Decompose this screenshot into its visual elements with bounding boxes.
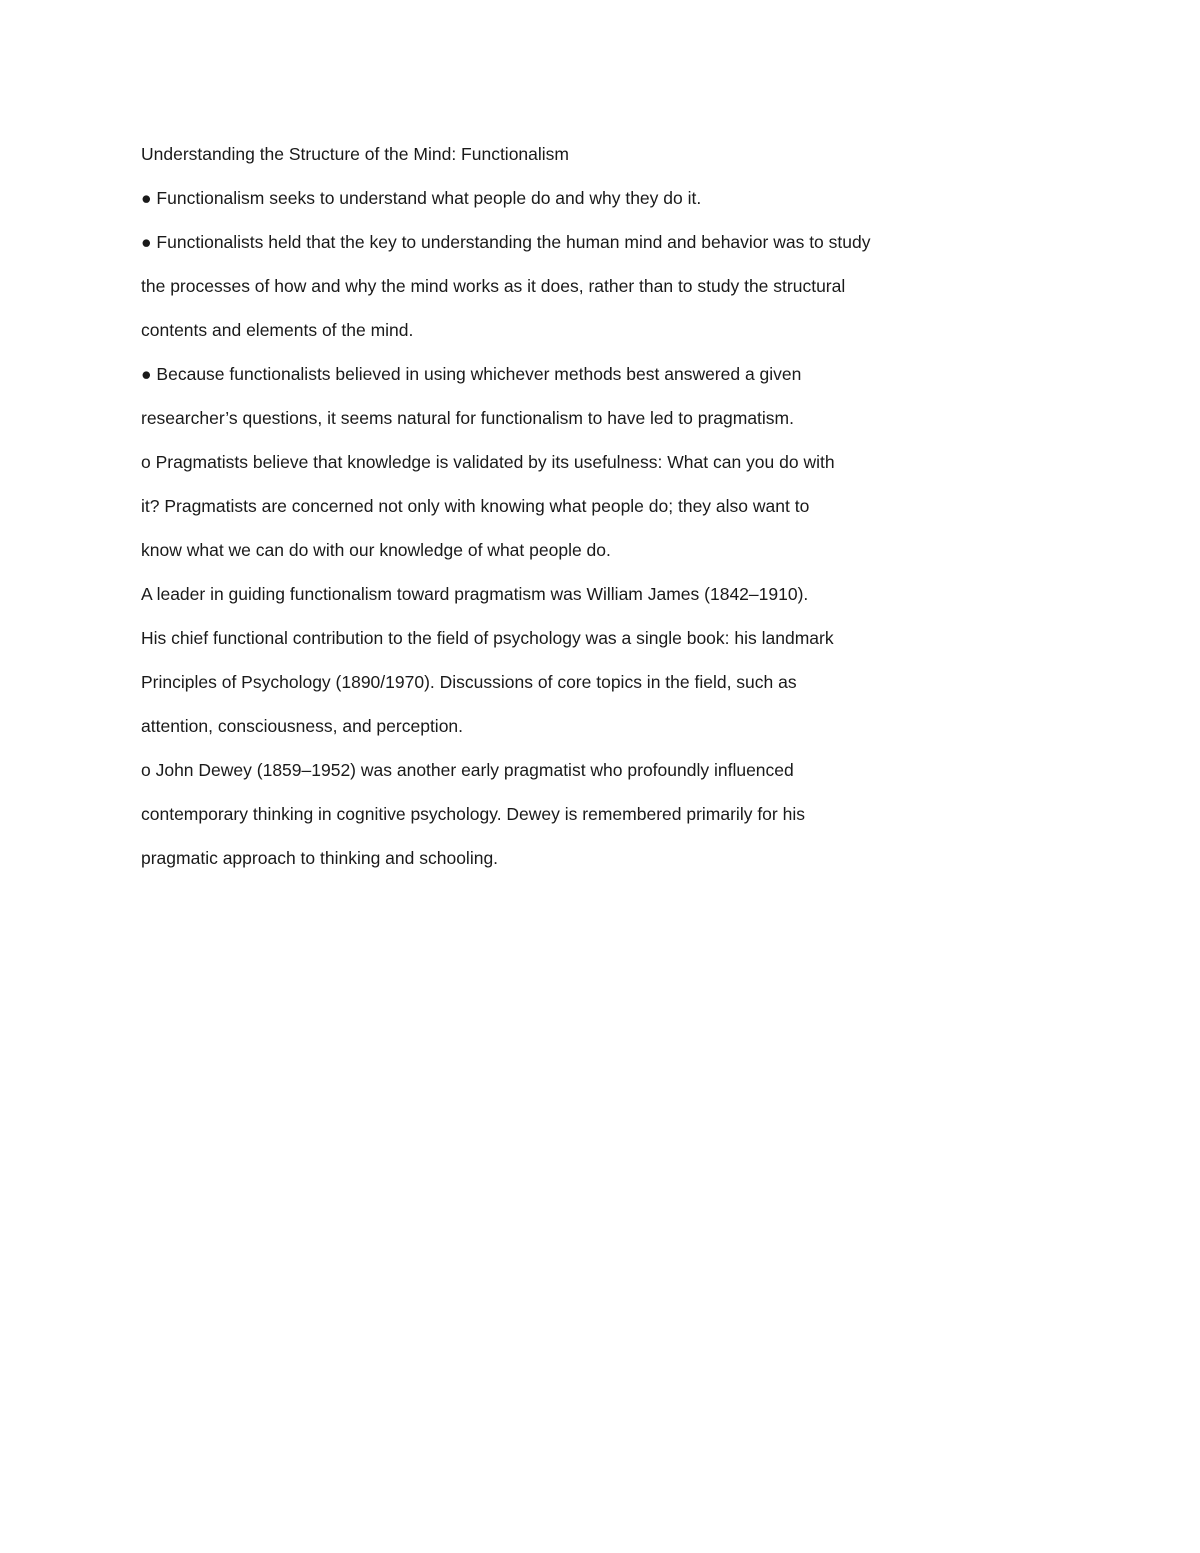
text-line: researcher’s questions, it seems natural for functionalism to have led to pragmatism.	[141, 408, 794, 428]
text-line: know what we can do with our knowledge of what people do.	[141, 540, 611, 560]
text-line: the processes of how and why the mind works as it does, rather than to study the structural	[141, 276, 846, 296]
document-title: Understanding the Structure of the Mind: Functionalism	[141, 144, 569, 164]
bullet-line: ● Functionalism seeks to understand what people do and why they do it.	[141, 188, 702, 208]
text-line: pragmatic approach to thinking and schooling.	[141, 848, 499, 868]
text-line: attention, consciousness, and perception.	[141, 716, 464, 736]
sub-bullet-line: o Pragmatists believe that knowledge is validated by its usefulness: What can you do with	[141, 452, 835, 472]
document-body	[141, 138, 1041, 886]
bullet-line: ● Because functionalists believed in using whichever methods best answered a given	[141, 364, 802, 384]
text-line: Principles of Psychology (1890/1970). Discussions of core topics in the field, such as	[141, 672, 797, 692]
sub-bullet-line: o John Dewey (1859–1952) was another early pragmatist who profoundly influenced	[141, 760, 794, 780]
bullet-line: ● Functionalists held that the key to understanding the human mind and behavior was to study	[141, 232, 871, 252]
text-line: His chief functional contribution to the field of psychology was a single book: his landmark	[141, 628, 834, 648]
text-line: it? Pragmatists are concerned not only with knowing what people do; they also want to	[141, 496, 810, 516]
text-line: contemporary thinking in cognitive psychology. Dewey is remembered primarily for his	[141, 804, 805, 824]
text-line: A leader in guiding functionalism toward pragmatism was William James (1842–1910).	[141, 584, 809, 604]
text-line: contents and elements of the mind.	[141, 320, 414, 340]
